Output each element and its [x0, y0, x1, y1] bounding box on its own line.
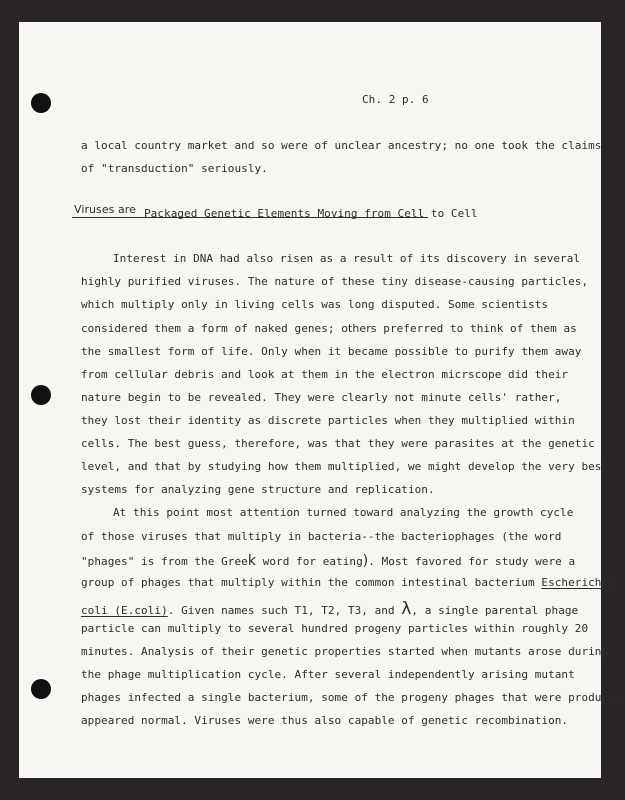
paragraph-line: appeared normal. Viruses were thus also capable of genetic recombination.: [81, 714, 569, 727]
paragraph-line: they lost their identity as discrete particles when they multiplied within: [81, 414, 575, 427]
typed-segment: word for eating: [256, 555, 363, 568]
typed-segment: preferred to think of them as: [383, 322, 577, 335]
handwritten-heading-insert: Viruses are: [74, 203, 136, 216]
paragraph-line: [81, 322, 577, 335]
paragraph-line: nature begin to be revealed. They were clearly not minute cells' rather,: [81, 391, 562, 404]
paragraph-line: of those viruses that multiply in bacteria--the bacteriophages (the word: [81, 530, 562, 543]
paragraph-line: particle can multiply to several hundred progeny particles within roughly 20: [81, 622, 589, 635]
paragraph-line: the smallest form of life. Only when it became possible to purify them away: [81, 345, 582, 358]
page-number: Ch. 2 p. 6: [362, 93, 429, 106]
paragraph-line: At this point most attention turned toward analyzing the growth cycle: [113, 506, 574, 519]
typed-segment: , a single parental phage: [411, 604, 579, 617]
paragraph-line: [81, 599, 578, 619]
paragraph-line: cells. The best guess, therefore, was that they were parasites at the genetic: [81, 437, 595, 450]
paragraph-line: phages infected a single bacterium, some of the progeny phages that were produced: [81, 691, 622, 704]
typed-segment: considered them a form of naked genes;: [81, 322, 335, 335]
text-line: of "transduction" seriously.: [81, 162, 268, 175]
binder-hole-bottom: [31, 679, 51, 699]
paragraph-line: [81, 553, 575, 569]
paragraph-line: highly purified viruses. The nature of these tiny disease-causing particles,: [81, 275, 589, 288]
handwritten-correction: k: [247, 553, 256, 569]
handwritten-correction: ): [362, 553, 369, 569]
paragraph-line: level, and that by studying how them multiplied, we might develop the very best: [81, 460, 609, 473]
heading-underline: [72, 217, 428, 218]
paragraph-line: Interest in DNA had also risen as a result of its discovery in several: [113, 252, 581, 265]
paragraph-line: [81, 576, 615, 589]
section-heading: Packaged Genetic Elements Moving from Cell to Cell: [144, 207, 478, 220]
paragraph-line: from cellular debris and look at them in the electron micrscope did their: [81, 368, 569, 381]
typed-segment: "phages" is from the Gree: [81, 555, 248, 568]
underlined-term: Escherichia: [541, 576, 615, 589]
paragraph-line: systems for analyzing gene structure and replication.: [81, 483, 435, 496]
binder-hole-top: [31, 93, 51, 113]
paragraph-line: minutes. Analysis of their genetic properties started when mutants arose during: [81, 645, 609, 658]
handwritten-insert: others: [341, 322, 377, 335]
underlined-term: coli (E.coli): [81, 604, 168, 617]
text-line: a local country market and so were of unclear ancestry; no one took the claims: [81, 139, 602, 152]
typed-segment: . Most favored for study were a: [368, 555, 576, 568]
typed-segment: . Given names such T1, T2, T3, and: [167, 604, 402, 617]
paragraph-line: the phage multiplication cycle. After several independently arising mutant: [81, 668, 575, 681]
paragraph-line: which multiply only in living cells was long disputed. Some scientists: [81, 298, 549, 311]
typed-segment: group of phages that multiply within the common intestinal bacterium: [81, 576, 542, 589]
binder-hole-middle: [31, 385, 51, 405]
handwritten-lambda: λ: [401, 599, 412, 619]
